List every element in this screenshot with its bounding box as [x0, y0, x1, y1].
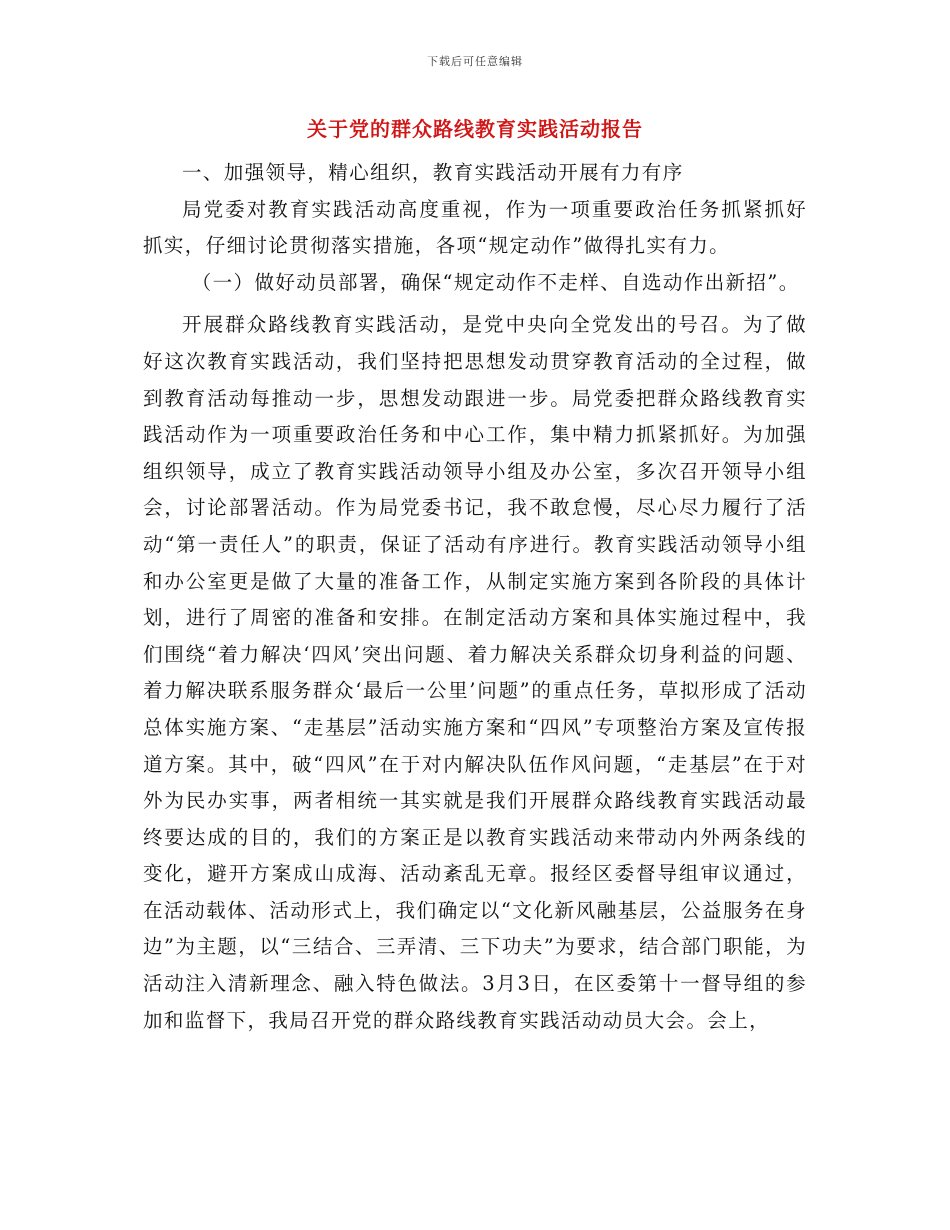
document-title: 关于党的群众路线教育实践活动报告: [307, 117, 643, 141]
intro-paragraph: 局党委对教育实践活动高度重视，作为一项重要政治任务抓紧抓好抓实，仔细讨论贯彻落实措施，各项“规定动作”做得扎实有力。: [143, 197, 807, 258]
subheading: （一）做好动员部署，确保“规定动作不走样、自选动作出新招”。: [191, 270, 800, 294]
header-note: 下载后可任意编辑: [427, 55, 523, 68]
document-body: [143, 155, 807, 1039]
main-paragraph: 开展群众路线教育实践活动，是党中央向全党发出的号召。为了做好这次教育实践活动，我们坚持把思想发动贯穿教育活动的全过程，做到教育活动每推动一步，思想发动跟进一步。局党委把群众路线教育实践活动作为一项重要政治任务和中心工作，集中精力抓紧抓好。为加强组织领导，成立了教育实践活动领导小组及办公室，多次召开领导小组会，讨论部署活动。作为局党委书记，我不敢怠慢，尽心尽力履行了活动“第一责任人”的职责，保证了活动有序进行。教育实践活动领导小组和办公室更是做了大量的准备工作，从制定实施方案到各阶段的具体计划，进行了周密的准备和安排。在制定活动方案和具体实施过程中，我们围绕“着力解决‘四风’突出问题、着力解决关系群众切身利益的问题、着力解决联系服务群众‘最后一公里’问题”的重点任务，草拟形成了活动总体实施方案、“走基层”活动实施方案和“四风”专项整治方案及宣传报道方案。其中，破“四风”在于对内解决队伍作风问题，“走基层”在于对外为民办实事，两者相统一其实就是我们开展群众路线教育实践活动最终要达成的目的，我们的方案正是以教育实践活动来带动内外两条线的变化，避开方案成山成海、活动紊乱无章。报经区委督导组审议通过，在活动载体、活动形式上，我们确定以“文化新风融基层，公益服务在身边”为主题，以“三结合、三弄清、三下功夫”为要求，结合部门职能，为活动注入清新理念、融入特色做法。3月3日，在区委第十一督导组的参加和监督下，我局召开党的群众路线教育实践活动动员大会。会上，: [143, 313, 807, 1032]
section-heading: 一、加强领导，精心组织，教育实践活动开展有力有序: [182, 161, 684, 184]
